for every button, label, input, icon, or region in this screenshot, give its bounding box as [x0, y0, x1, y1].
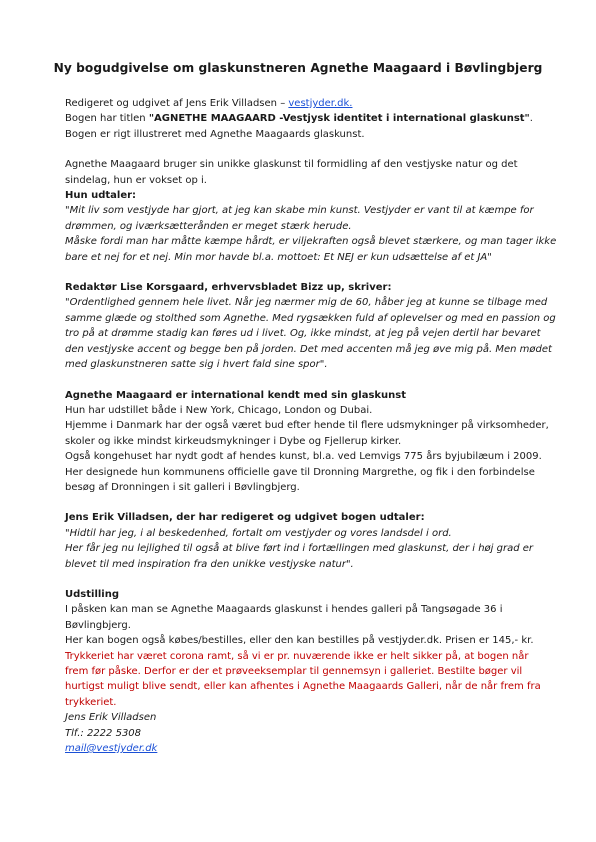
intro-line-3: Bogen er rigt illustreret med Agnethe Maagaards glaskunst.: [65, 128, 365, 140]
quote-line: Måske fordi man har måtte kæmpe hårdt, er viljekraften også blevet stærkere, og man tager ikke: [65, 236, 557, 248]
book-title: "AGNETHE MAAGAARD -Vestjysk identitet i international glaskunst": [148, 113, 530, 125]
document-body: [65, 96, 565, 756]
quote-line: "Ordentlighed gennem hele livet. Når jeg nærmer mig de 60, håber jeg at kunne se tilbage med: [65, 297, 548, 309]
intro-line-2: [65, 111, 565, 126]
intro-line-1: [65, 96, 565, 111]
paragraph-line: Bøvlingbjerg.: [65, 619, 131, 631]
section-heading: Hun udtaler:: [65, 190, 137, 202]
signature-phone: Tlf.: 2222 5308: [65, 727, 142, 739]
intro-line-1-text: Redigeret og udgivet af Jens Erik Villadsen –: [65, 98, 289, 109]
intro-line-2-suffix: .: [529, 113, 533, 125]
paragraph-line: besøg af Dronningen i sit galleri i Bøvlingbjerg.: [65, 481, 300, 493]
paragraph-line: Her kan bogen også købes/bestilles, eller den kan bestilles på vestjyder.dk. Prisen er 145,- kr.: [65, 635, 534, 647]
paragraph-line: Agnethe Maagaard bruger sin unikke glaskunst til formidling af den vestjyske natur og det: [65, 159, 518, 171]
spacer: [65, 265, 565, 280]
paragraph-line: Hjemme i Danmark har der også været bud efter hende til flere udsmykninger på virksomheder,: [65, 420, 549, 432]
spacer: [65, 373, 565, 388]
paragraph-line: skoler og ikke mindst kirkeudsmykninger i Dybe og Fjellerup kirker.: [65, 435, 402, 447]
paragraph-line: sindelag, hun er vokset op i.: [65, 174, 207, 186]
section-heading: Redaktør Lise Korsgaard, erhvervsbladet Bizz up, skriver:: [65, 282, 392, 294]
quote-line: samme glæde og stolthed som Agnethe. Med rygsækken fuld af oplevelser og med en passion og: [65, 312, 556, 324]
section-heading: Agnethe Maagaard er international kendt med sin glaskunst: [65, 389, 407, 401]
quote-line: med glaskunstneren satte sig i hvert fald sine spor".: [65, 359, 328, 371]
quote-line: bare et nej for et nej. Min mor havde bl.a. mottoet: Et NEJ er kun udsættelse af et JA": [65, 251, 492, 263]
signature-name: Jens Erik Villadsen: [65, 712, 157, 724]
notice-line: frem før påske. Derfor er der et prøveeksemplar til gennemsyn i galleriet. Bestilte bøger vil: [65, 666, 523, 677]
section-heading: Jens Erik Villadsen, der har redigeret og udgivet bogen udtaler:: [65, 512, 425, 524]
signature-email-line: [65, 741, 565, 756]
paragraph-line: Her designede hun kommunens officielle gave til Dronning Margrethe, og fik i den forbindelse: [65, 466, 535, 478]
quote-line: blevet til med inspiration fra den unikke vestjyske natur".: [65, 558, 354, 570]
intro-line-2-prefix: Bogen har titlen: [65, 113, 149, 125]
spacer: [65, 572, 565, 587]
paragraph-line: Også kongehuset har nydt godt af hendes kunst, bl.a. ved Lemvigs 775 års byjubilæum i 2009.: [65, 451, 542, 463]
email-link[interactable]: mail@vestjyder.dk: [65, 743, 158, 755]
quote-line: drømmen, og iværksætterånden er meget stærk herude.: [65, 220, 352, 232]
quote-line: "Hidtil har jeg, i al beskedenhed, fortalt om vestjyder og vores landsdel i ord.: [65, 527, 452, 539]
vestjyder-link[interactable]: vestjyder.dk.: [288, 98, 353, 109]
quote-line: Her får jeg nu lejlighed til også at blive ført ind i fortællingen med glaskunst, der i høj grad er: [65, 543, 533, 555]
notice-line: trykkeriet.: [65, 696, 117, 708]
quote-line: tro på at drømme stadig kan føres ud i livet. Og, ikke mindst, at jeg på vejen dertil har bevaret: [65, 328, 541, 340]
paragraph-line: I påsken kan man se Agnethe Maagaards glaskunst i hendes galleri på Tangsøgade 36 i: [65, 604, 503, 616]
quote-line: den vestjyske accent og begge ben på jorden. Det med accenten må jeg øve mig på. Men mødet: [65, 343, 552, 355]
page-title: Ny bogudgivelse om glaskunstneren Agnethe Maagaard i Bøvlingbjerg: [53, 61, 543, 75]
notice-line: Trykkeriet har været corona ramt, så vi er pr. nuværende ikke er helt sikker på, at bogen når: [65, 650, 529, 662]
quote-line: "Mit liv som vestjyde har gjort, at jeg kan skabe min kunst. Vestjyder er vant til at kæmpe for: [65, 205, 534, 217]
notice-line: hurtigst muligt blive sendt, eller kan afhentes i Agnethe Maagaards Galleri, når de når frem fra: [65, 681, 541, 693]
spacer: [65, 495, 565, 510]
paragraph-line: Hun har udstillet både i New York, Chicago, London og Dubai.: [65, 404, 373, 416]
spacer: [65, 142, 565, 157]
section-heading: Udstilling: [65, 588, 119, 600]
